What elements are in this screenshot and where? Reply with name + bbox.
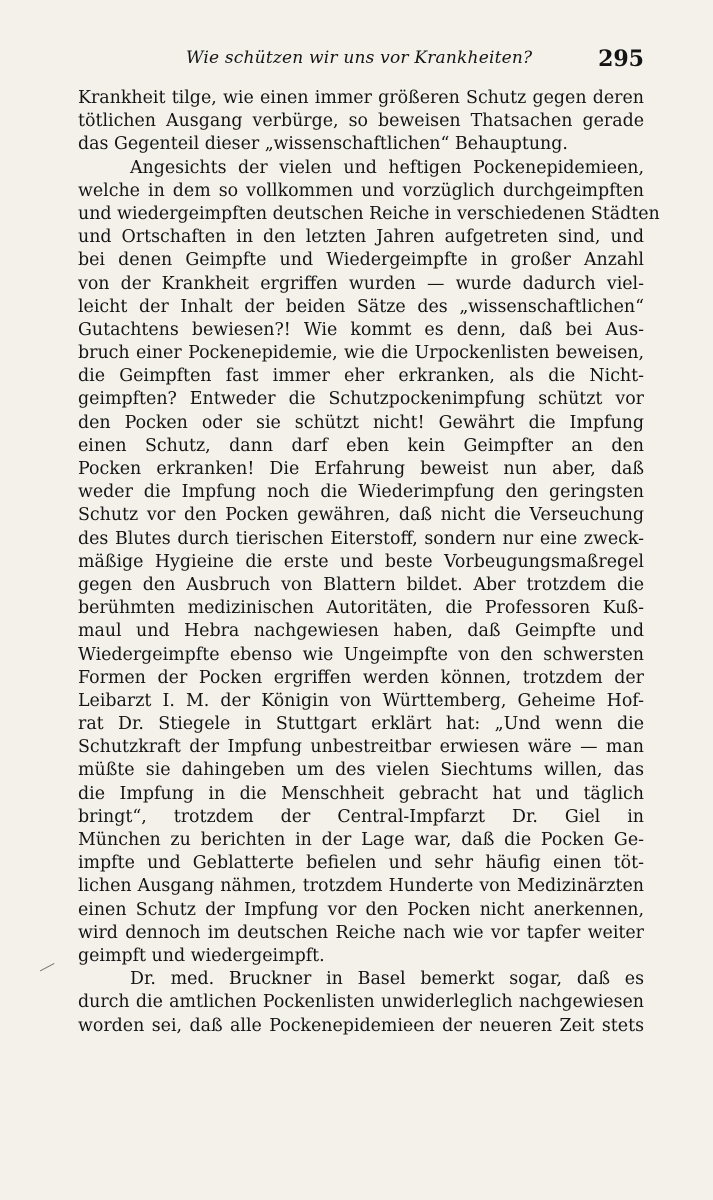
- text-line: Wiedergeimpfte ebenso wie Ungeimpfte von den schwersten: [78, 644, 644, 665]
- text-line: geimpften? Entweder die Schutzpockenimpfung schützt vor: [78, 389, 644, 410]
- text-line: tötlichen Ausgang verbürge, so beweisen Thatsachen gerade: [78, 111, 644, 132]
- text-line: Schutz vor den Pocken gewähren, daß nicht die Verseuchung: [78, 505, 644, 526]
- text-line: das Gegenteil dieser „wissenschaftlichen“ Behauptung.: [78, 134, 568, 155]
- text-line: Leibarzt I. M. der Königin von Württemberg, Geheime Hof-: [78, 690, 644, 711]
- text-line: geimpft und wiedergeimpft.: [78, 945, 325, 966]
- page-number: 295: [598, 46, 644, 72]
- text-line: des Blutes durch tierischen Eiterstoff, sondern nur eine zweck-: [78, 528, 644, 549]
- text-line: Formen der Pocken ergriffen werden können, trotzdem der: [78, 667, 644, 688]
- paragraph-start-line: Angesichts der vielen und heftigen Pockenepidemieen,: [130, 157, 644, 178]
- text-line: von der Krankheit ergriffen wurden — wurde dadurch viel-: [78, 273, 644, 294]
- text-line: Pocken erkranken! Die Erfahrung beweist nun aber, daß: [78, 459, 644, 479]
- text-line: durch die amtlichen Pockenlisten unwiderleglich nachgewiesen: [78, 992, 644, 1013]
- text-line: die Impfung in die Menschheit gebracht hat und täglich: [78, 783, 644, 804]
- text-line: müßte sie dahingeben um des vielen Siechtums willen, das: [78, 760, 644, 781]
- text-line: einen Schutz der Impfung vor den Pocken nicht anerkennen,: [78, 899, 644, 920]
- paragraph-start-line: Dr. med. Bruckner in Basel bemerkt sogar, daß es: [130, 969, 644, 990]
- text-line: und wiedergeimpften deutschen Reiche in verschiedenen Städten: [78, 203, 660, 224]
- text-line: welche in dem so vollkommen und vorzüglich durchgeimpften: [78, 180, 644, 201]
- text-line: gegen den Ausbruch von Blattern bildet. Aber trotzdem die: [78, 574, 644, 595]
- text-line: mäßige Hygieine die erste und beste Vorbeugungsmaßregel: [78, 551, 644, 572]
- text-line: wird dennoch im deutschen Reiche nach wie vor tapfer weiter: [78, 922, 644, 943]
- text-line: München zu berichten in der Lage war, daß die Pocken Ge-: [78, 830, 644, 850]
- text-line: und Ortschaften in den letzten Jahren aufgetreten sind, und: [78, 227, 644, 248]
- text-line: bruch einer Pockenepidemie, wie die Urpockenlisten beweisen,: [78, 343, 644, 364]
- body-text: [78, 87, 660, 1038]
- text-line: Schutzkraft der Impfung unbestreitbar erwiesen wäre — man: [78, 737, 644, 758]
- text-line: Krankheit tilge, wie einen immer größeren Schutz gegen deren: [78, 88, 644, 108]
- text-line: leicht der Inhalt der beiden Sätze des „wissenschaftlichen“: [78, 296, 644, 317]
- text-line: Gutachtens bewiesen?! Wie kommt es denn, daß bei Aus-: [78, 319, 644, 340]
- running-title: Wie schützen wir uns vor Krankheiten?: [186, 48, 533, 68]
- text-line: worden sei, daß alle Pockenepidemieen der neueren Zeit stets: [78, 1015, 644, 1036]
- text-line: maul und Hebra nachgewiesen haben, daß Geimpfte und: [78, 621, 644, 642]
- text-line: bei denen Geimpfte und Wiedergeimpfte in großer Anzahl: [78, 250, 644, 271]
- text-line: weder die Impfung noch die Wiederimpfung den geringsten: [78, 482, 644, 503]
- running-header: [78, 46, 644, 74]
- text-line: einen Schutz, dann darf eben kein Geimpfter an den: [78, 435, 644, 456]
- margin-pencil-mark: [40, 963, 60, 982]
- text-line: lichen Ausgang nähmen, trotzdem Hunderte von Medizinärzten: [78, 876, 644, 897]
- text-line: rat Dr. Stiegele in Stuttgart erklärt hat: „Und wenn die: [78, 714, 644, 735]
- text-line: den Pocken oder sie schützt nicht! Gewährt die Impfung: [78, 412, 644, 433]
- text-line: bringt“, trotzdem der Central-Impfarzt Dr. Giel in: [78, 806, 644, 827]
- text-line: berühmten medizinischen Autoritäten, die Professoren Kuß-: [78, 598, 644, 619]
- text-line: impfte und Geblatterte befielen und sehr häufig einen töt-: [78, 853, 644, 874]
- text-line: die Geimpften fast immer eher erkranken, als die Nicht-: [78, 366, 644, 387]
